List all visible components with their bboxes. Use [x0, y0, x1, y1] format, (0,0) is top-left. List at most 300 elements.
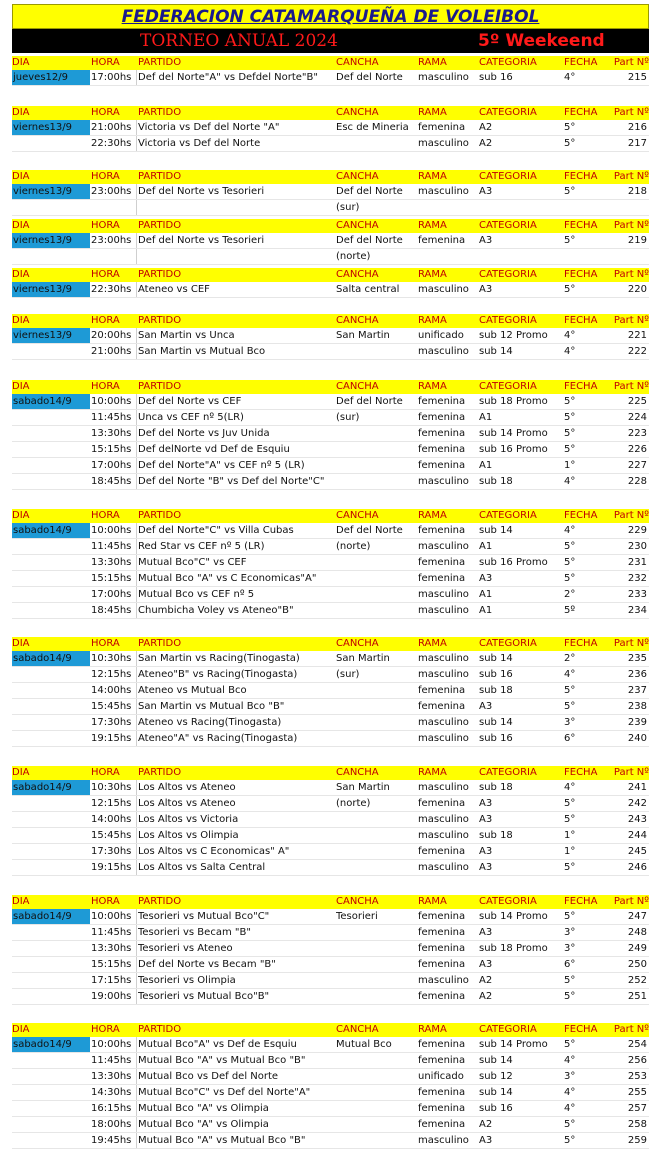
- match-row: [12, 973, 649, 989]
- match-number-cell: 230: [627, 541, 647, 552]
- category-cell: sub 16 Promo: [479, 557, 548, 568]
- match-number-cell: 226: [627, 444, 647, 455]
- match-number-cell: 229: [627, 525, 647, 536]
- header-partido: PARTIDO: [138, 510, 182, 521]
- time-cell: 19:00hs: [91, 991, 132, 1002]
- match-row: [12, 200, 649, 216]
- court-cell: (sur): [336, 412, 360, 423]
- header-part: Part Nº: [613, 638, 649, 649]
- header-categoria: CATEGORIA: [479, 315, 537, 326]
- court-cell: Mutual Bco: [336, 1039, 392, 1050]
- match-cell: Tesorieri vs Olimpia: [138, 975, 236, 986]
- time-cell: 19:15hs: [91, 733, 132, 744]
- branch-cell: femenina: [418, 911, 466, 922]
- schedule-block: [12, 509, 649, 619]
- category-cell: A3: [479, 573, 493, 584]
- category-cell: sub 16 Promo: [479, 444, 548, 455]
- header-dia: DIA: [12, 269, 30, 280]
- branch-cell: masculino: [418, 975, 469, 986]
- match-number-cell: 227: [627, 460, 647, 471]
- match-number-cell: 234: [627, 605, 647, 616]
- match-number-cell: 249: [627, 943, 647, 954]
- time-cell: 22:30hs: [91, 284, 132, 295]
- header-partido: PARTIDO: [138, 381, 182, 392]
- match-row: [12, 603, 649, 619]
- header-cancha: CANCHA: [336, 896, 379, 907]
- header-hora: HORA: [91, 315, 120, 326]
- match-cell: Tesorieri vs Mutual Bco"B": [138, 991, 270, 1002]
- header-hora: HORA: [91, 269, 120, 280]
- match-cell: Def del Norte"A" vs CEF nº 5 (LR): [138, 460, 305, 471]
- day-cell: viernes13/9: [12, 282, 90, 297]
- court-cell: Def del Norte: [336, 525, 403, 536]
- time-cell: 11:45hs: [91, 541, 132, 552]
- time-cell: 10:30hs: [91, 782, 132, 793]
- header-categoria: CATEGORIA: [479, 171, 537, 182]
- round-cell: 5°: [564, 138, 576, 149]
- match-number-cell: 231: [627, 557, 647, 568]
- round-cell: 5º: [564, 605, 576, 616]
- time-cell: 16:15hs: [91, 1103, 132, 1114]
- match-number-cell: 239: [627, 717, 647, 728]
- header-dia: DIA: [12, 381, 30, 392]
- branch-cell: masculino: [418, 717, 469, 728]
- header-hora: HORA: [91, 638, 120, 649]
- category-cell: sub 18: [479, 782, 513, 793]
- branch-cell: femenina: [418, 122, 466, 133]
- match-cell: Def del Norte vs Becam "B": [138, 959, 276, 970]
- round-cell: 5°: [564, 685, 576, 696]
- match-row: [12, 344, 649, 360]
- header-part: Part Nº: [613, 107, 649, 118]
- header-categoria: CATEGORIA: [479, 381, 537, 392]
- header-fecha: FECHA: [564, 315, 598, 326]
- time-cell: 17:30hs: [91, 846, 132, 857]
- branch-cell: femenina: [418, 428, 466, 439]
- match-cell: Def delNorte vd Def de Esquiu: [138, 444, 290, 455]
- header-hora: HORA: [91, 107, 120, 118]
- match-cell: Mutual Bco"A" vs Def de Esquiu: [138, 1039, 297, 1050]
- header-partido: PARTIDO: [138, 315, 182, 326]
- time-cell: 17:30hs: [91, 717, 132, 728]
- court-cell: Tesorieri: [336, 911, 378, 922]
- time-cell: 21:00hs: [91, 122, 132, 133]
- match-row: [12, 282, 649, 298]
- time-cell: 10:00hs: [91, 911, 132, 922]
- category-cell: sub 14 Promo: [479, 428, 548, 439]
- block-header: [12, 766, 649, 780]
- court-cell: Def del Norte: [336, 186, 403, 197]
- time-cell: 18:00hs: [91, 1119, 132, 1130]
- header-hora: HORA: [91, 767, 120, 778]
- category-cell: sub 14 Promo: [479, 911, 548, 922]
- time-cell: 23:00hs: [91, 186, 132, 197]
- round-cell: 3°: [564, 717, 576, 728]
- schedule-block: [12, 1023, 649, 1149]
- header-categoria: CATEGORIA: [479, 57, 537, 68]
- match-cell: Tesorieri vs Becam "B": [138, 927, 251, 938]
- header-dia: DIA: [12, 171, 30, 182]
- category-cell: sub 18 Promo: [479, 943, 548, 954]
- match-number-cell: 220: [627, 284, 647, 295]
- time-cell: 11:45hs: [91, 412, 132, 423]
- match-cell: Mutual Bco"C" vs CEF: [138, 557, 247, 568]
- category-cell: sub 16: [479, 1103, 513, 1114]
- branch-cell: masculino: [418, 72, 469, 83]
- branch-cell: unificado: [418, 1071, 464, 1082]
- round-cell: 4°: [564, 72, 576, 83]
- header-hora: HORA: [91, 171, 120, 182]
- branch-cell: masculino: [418, 476, 469, 487]
- header-partido: PARTIDO: [138, 638, 182, 649]
- match-row: [12, 989, 649, 1005]
- round-cell: 5°: [564, 862, 576, 873]
- day-cell: viernes13/9: [12, 233, 90, 248]
- header-rama: RAMA: [418, 1024, 447, 1035]
- match-cell: Victoria vs Def del Norte "A": [138, 122, 280, 133]
- time-cell: 17:00hs: [91, 72, 132, 83]
- match-row: [12, 860, 649, 876]
- category-cell: sub 12: [479, 1071, 513, 1082]
- branch-cell: masculino: [418, 862, 469, 873]
- match-row: [12, 1085, 649, 1101]
- match-row: [12, 458, 649, 474]
- round-cell: 2°: [564, 653, 576, 664]
- header-rama: RAMA: [418, 220, 447, 231]
- match-cell: Def del Norte vs Tesorieri: [138, 235, 265, 246]
- category-cell: A1: [479, 412, 493, 423]
- block-header: [12, 170, 649, 184]
- match-row: [12, 136, 649, 152]
- round-cell: 3°: [564, 927, 576, 938]
- match-number-cell: 222: [627, 346, 647, 357]
- match-number-cell: 219: [627, 235, 647, 246]
- match-cell: San Martin vs Unca: [138, 330, 235, 341]
- category-cell: A3: [479, 1135, 493, 1146]
- branch-cell: masculino: [418, 669, 469, 680]
- header-partido: PARTIDO: [138, 767, 182, 778]
- match-cell: Los Altos vs Victoria: [138, 814, 239, 825]
- match-cell: San Martin vs Racing(Tinogasta): [138, 653, 300, 664]
- round-cell: 4°: [564, 1055, 576, 1066]
- match-number-cell: 224: [627, 412, 647, 423]
- match-row: [12, 184, 649, 200]
- time-cell: 12:15hs: [91, 669, 132, 680]
- header-partido: PARTIDO: [138, 1024, 182, 1035]
- match-number-cell: 242: [627, 798, 647, 809]
- match-number-cell: 240: [627, 733, 647, 744]
- subtitle-bar: [12, 29, 649, 53]
- round-cell: 5°: [564, 186, 576, 197]
- day-cell: sabado14/9: [12, 651, 90, 666]
- time-cell: 15:15hs: [91, 959, 132, 970]
- match-number-cell: 248: [627, 927, 647, 938]
- header-rama: RAMA: [418, 638, 447, 649]
- branch-cell: femenina: [418, 1103, 466, 1114]
- branch-cell: masculino: [418, 814, 469, 825]
- header-dia: DIA: [12, 220, 30, 231]
- header-part: Part Nº: [613, 269, 649, 280]
- header-categoria: CATEGORIA: [479, 220, 537, 231]
- branch-cell: femenina: [418, 444, 466, 455]
- round-cell: 5°: [564, 557, 576, 568]
- match-cell: Def del Norte vs CEF: [138, 396, 242, 407]
- branch-cell: masculino: [418, 1135, 469, 1146]
- round-cell: 5°: [564, 428, 576, 439]
- match-number-cell: 247: [627, 911, 647, 922]
- match-row: [12, 555, 649, 571]
- header-hora: HORA: [91, 1024, 120, 1035]
- header-fecha: FECHA: [564, 269, 598, 280]
- category-cell: sub 14: [479, 346, 513, 357]
- match-number-cell: 250: [627, 959, 647, 970]
- header-dia: DIA: [12, 1024, 30, 1035]
- match-number-cell: 251: [627, 991, 647, 1002]
- match-row: [12, 587, 649, 603]
- round-cell: 5°: [564, 1119, 576, 1130]
- match-row: [12, 812, 649, 828]
- match-row: [12, 523, 649, 539]
- match-cell: Mutual Bco vs Def del Norte: [138, 1071, 279, 1082]
- match-cell: Def del Norte vs Juv Unida: [138, 428, 270, 439]
- category-cell: A2: [479, 138, 493, 149]
- category-cell: sub 18: [479, 830, 513, 841]
- time-cell: 12:15hs: [91, 798, 132, 809]
- match-row: [12, 909, 649, 925]
- court-cell: (norte): [336, 251, 371, 262]
- category-cell: sub 16: [479, 72, 513, 83]
- match-number-cell: 245: [627, 846, 647, 857]
- round-cell: 6°: [564, 733, 576, 744]
- match-cell: Mutual Bco "A" vs C Economicas"A": [138, 573, 317, 584]
- match-cell: Def del Norte"A" vs Defdel Norte"B": [138, 72, 318, 83]
- header-dia: DIA: [12, 107, 30, 118]
- header-partido: PARTIDO: [138, 107, 182, 118]
- branch-cell: masculino: [418, 541, 469, 552]
- header-fecha: FECHA: [564, 1024, 598, 1035]
- round-cell: 5°: [564, 701, 576, 712]
- header-partido: PARTIDO: [138, 220, 182, 231]
- round-cell: 3°: [564, 943, 576, 954]
- round-cell: 5°: [564, 444, 576, 455]
- header-categoria: CATEGORIA: [479, 767, 537, 778]
- block-header: [12, 268, 649, 282]
- category-cell: sub 14: [479, 653, 513, 664]
- day-cell: viernes13/9: [12, 328, 90, 343]
- round-cell: 4°: [564, 669, 576, 680]
- time-cell: 21:00hs: [91, 346, 132, 357]
- branch-cell: masculino: [418, 284, 469, 295]
- category-cell: sub 14 Promo: [479, 1039, 548, 1050]
- branch-cell: femenina: [418, 685, 466, 696]
- header-cancha: CANCHA: [336, 171, 379, 182]
- time-cell: 13:30hs: [91, 1071, 132, 1082]
- court-cell: Esc de Mineria: [336, 122, 409, 133]
- branch-cell: femenina: [418, 396, 466, 407]
- round-cell: 2°: [564, 589, 576, 600]
- header-fecha: FECHA: [564, 171, 598, 182]
- match-row: [12, 699, 649, 715]
- header-rama: RAMA: [418, 767, 447, 778]
- match-number-cell: 259: [627, 1135, 647, 1146]
- match-number-cell: 225: [627, 396, 647, 407]
- header-categoria: CATEGORIA: [479, 107, 537, 118]
- branch-cell: femenina: [418, 1039, 466, 1050]
- category-cell: A3: [479, 959, 493, 970]
- category-cell: A3: [479, 284, 493, 295]
- header-partido: PARTIDO: [138, 896, 182, 907]
- category-cell: A1: [479, 460, 493, 471]
- match-row: [12, 796, 649, 812]
- branch-cell: femenina: [418, 943, 466, 954]
- time-cell: 15:45hs: [91, 701, 132, 712]
- header-cancha: CANCHA: [336, 107, 379, 118]
- round-cell: 1°: [564, 846, 576, 857]
- round-cell: 4°: [564, 330, 576, 341]
- round-cell: 3°: [564, 1071, 576, 1082]
- header-fecha: FECHA: [564, 107, 598, 118]
- schedule-block: [12, 268, 649, 298]
- header-cancha: CANCHA: [336, 315, 379, 326]
- category-cell: sub 18: [479, 476, 513, 487]
- match-row: [12, 844, 649, 860]
- block-header: [12, 637, 649, 651]
- header-cancha: CANCHA: [336, 638, 379, 649]
- block-header: [12, 895, 649, 909]
- court-cell: Salta central: [336, 284, 400, 295]
- category-cell: A2: [479, 975, 493, 986]
- branch-cell: femenina: [418, 235, 466, 246]
- round-cell: 5°: [564, 573, 576, 584]
- category-cell: A3: [479, 862, 493, 873]
- match-cell: Tesorieri vs Ateneo: [138, 943, 233, 954]
- header-part: Part Nº: [613, 1024, 649, 1035]
- header-dia: DIA: [12, 510, 30, 521]
- round-cell: 5°: [564, 541, 576, 552]
- header-rama: RAMA: [418, 315, 447, 326]
- header-hora: HORA: [91, 57, 120, 68]
- match-row: [12, 442, 649, 458]
- branch-cell: masculino: [418, 138, 469, 149]
- round-cell: 5°: [564, 284, 576, 295]
- header-part: Part Nº: [613, 220, 649, 231]
- match-cell: Ateneo vs Racing(Tinogasta): [138, 717, 282, 728]
- court-cell: San Martin: [336, 653, 390, 664]
- round-cell: 4°: [564, 1087, 576, 1098]
- round-cell: 5°: [564, 122, 576, 133]
- match-cell: San Martin vs Mutual Bco "B": [138, 701, 285, 712]
- match-cell: Tesorieri vs Mutual Bco"C": [138, 911, 270, 922]
- match-row: [12, 70, 649, 86]
- round-cell: 4°: [564, 346, 576, 357]
- match-cell: Ateneo"B" vs Racing(Tinogasta): [138, 669, 298, 680]
- time-cell: 19:45hs: [91, 1135, 132, 1146]
- branch-cell: masculino: [418, 346, 469, 357]
- schedule-block: [12, 56, 649, 86]
- time-cell: 15:15hs: [91, 573, 132, 584]
- header-rama: RAMA: [418, 57, 447, 68]
- schedule-block: [12, 106, 649, 152]
- branch-cell: masculino: [418, 782, 469, 793]
- day-cell: viernes13/9: [12, 120, 90, 135]
- schedule-block: [12, 637, 649, 747]
- time-cell: 13:30hs: [91, 428, 132, 439]
- match-cell: Unca vs CEF nº 5(LR): [138, 412, 244, 423]
- header-fecha: FECHA: [564, 220, 598, 231]
- header-part: Part Nº: [613, 171, 649, 182]
- day-cell: jueves12/9: [12, 70, 90, 85]
- round-cell: 4°: [564, 782, 576, 793]
- match-cell: Ateneo vs Mutual Bco: [138, 685, 247, 696]
- header-rama: RAMA: [418, 107, 447, 118]
- category-cell: sub 16: [479, 733, 513, 744]
- match-row: [12, 925, 649, 941]
- time-cell: 14:00hs: [91, 685, 132, 696]
- match-number-cell: 238: [627, 701, 647, 712]
- time-cell: 10:30hs: [91, 653, 132, 664]
- branch-cell: unificado: [418, 330, 464, 341]
- category-cell: A3: [479, 701, 493, 712]
- time-cell: 14:00hs: [91, 814, 132, 825]
- day-cell: sabado14/9: [12, 523, 90, 538]
- branch-cell: femenina: [418, 1087, 466, 1098]
- time-cell: 18:45hs: [91, 476, 132, 487]
- branch-cell: femenina: [418, 846, 466, 857]
- match-number-cell: 243: [627, 814, 647, 825]
- branch-cell: femenina: [418, 927, 466, 938]
- match-row: [12, 474, 649, 490]
- match-cell: San Martin vs Mutual Bco: [138, 346, 266, 357]
- match-row: [12, 233, 649, 249]
- branch-cell: femenina: [418, 701, 466, 712]
- category-cell: A3: [479, 798, 493, 809]
- category-cell: A3: [479, 814, 493, 825]
- category-cell: sub 16: [479, 669, 513, 680]
- match-cell: Mutual Bco vs CEF nº 5: [138, 589, 255, 600]
- weekend-label: 5º Weekeend: [478, 31, 605, 51]
- schedule-block: [12, 766, 649, 876]
- match-number-cell: 258: [627, 1119, 647, 1130]
- match-number-cell: 254: [627, 1039, 647, 1050]
- category-cell: A1: [479, 589, 493, 600]
- branch-cell: femenina: [418, 798, 466, 809]
- category-cell: sub 14: [479, 1087, 513, 1098]
- header-cancha: CANCHA: [336, 1024, 379, 1035]
- branch-cell: femenina: [418, 991, 466, 1002]
- round-cell: 5°: [564, 412, 576, 423]
- header-part: Part Nº: [613, 896, 649, 907]
- match-row: [12, 957, 649, 973]
- block-header: [12, 1023, 649, 1037]
- schedule-block: [12, 380, 649, 490]
- time-cell: 23:00hs: [91, 235, 132, 246]
- header-partido: PARTIDO: [138, 171, 182, 182]
- match-cell: Los Altos vs Olimpia: [138, 830, 239, 841]
- match-cell: Los Altos vs Salta Central: [138, 862, 266, 873]
- block-header: [12, 106, 649, 120]
- day-cell: sabado14/9: [12, 394, 90, 409]
- header-categoria: CATEGORIA: [479, 1024, 537, 1035]
- time-cell: 11:45hs: [91, 1055, 132, 1066]
- court-cell: Def del Norte: [336, 235, 403, 246]
- header-part: Part Nº: [613, 510, 649, 521]
- match-number-cell: 255: [627, 1087, 647, 1098]
- round-cell: 5°: [564, 975, 576, 986]
- schedule-block: [12, 219, 649, 265]
- match-row: [12, 571, 649, 587]
- match-number-cell: 253: [627, 1071, 647, 1082]
- match-number-cell: 257: [627, 1103, 647, 1114]
